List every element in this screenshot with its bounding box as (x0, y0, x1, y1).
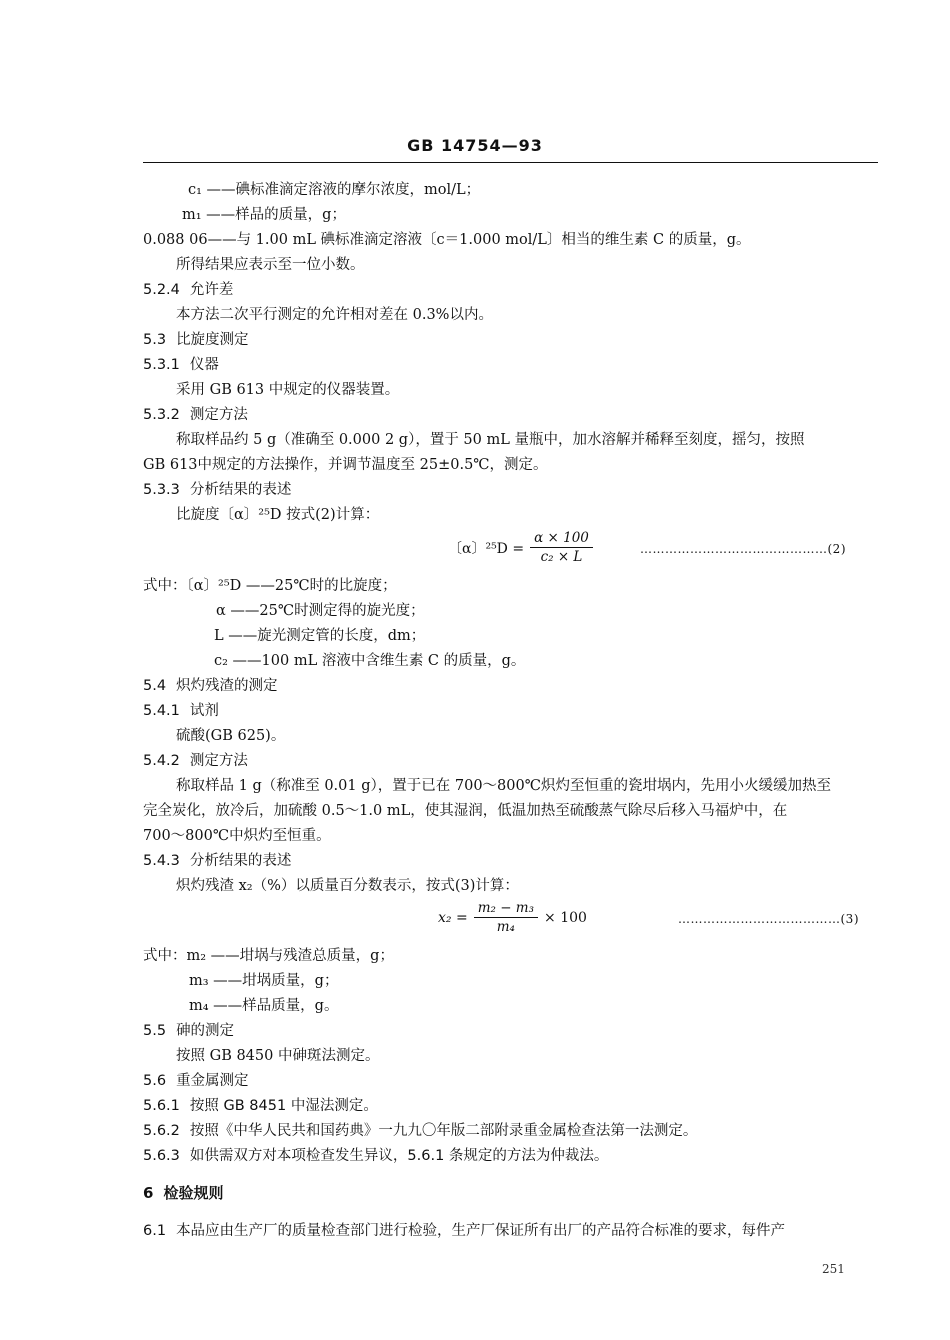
section-5-5 (143, 1021, 234, 1041)
formula-3-lhs: x₂ = (438, 909, 468, 926)
section-5-2-4 (143, 280, 233, 300)
section-5-3 (143, 330, 249, 350)
section-5-3-3 (143, 480, 291, 500)
formula-2-leader: ………………………………………(2) (640, 542, 846, 556)
formula-3-leader: …………………………………(3) (678, 912, 859, 926)
section-number: 5.4 (143, 678, 167, 694)
section-text: 本品应由生产厂的质量检查部门进行检验，生产厂保证所有出厂的产品符合标准的要求，每件产 (176, 1223, 786, 1239)
where-L: L ——旋光测定管的长度，dm； (214, 628, 426, 644)
where-c2: c₂ ——100 mL 溶液中含维生素 C 的质量，g。 (214, 653, 526, 669)
ignition-method-line-1: 称取样品 1 g（称准至 0.01 g），置于已在 700～800℃炽灼至恒重的瓷坩埚内，先用小火缓缓加热至 (176, 778, 831, 794)
section-5-6-1 (143, 1096, 378, 1116)
section-text: 如供需双方对本项检查发生异议，5.6.1 条规定的方法为仲裁法。 (189, 1148, 609, 1164)
where-m3: m₃ ——坩埚质量，g； (189, 973, 339, 989)
reagent-text: 硫酸(GB 625)。 (176, 728, 286, 744)
section-5-6-2 (143, 1121, 697, 1141)
section-5-3-2 (143, 405, 248, 425)
standard-code-header: GB 14754—93 (407, 136, 543, 155)
section-6-1 (143, 1221, 785, 1241)
section-number: 5.6.1 (143, 1098, 180, 1114)
where-m2: 式中：m₂ ——坩埚与残渣总质量，g； (143, 948, 394, 964)
section-number: 5.3.3 (143, 482, 180, 498)
ignition-method-line-2: 完全炭化，放冷后，加硫酸 0.5～1.0 mL，使其湿润，低温加热至硫酸蒸气除尽后移入马福炉中，在 (143, 803, 788, 819)
section-title: 测定方法 (189, 753, 248, 769)
formula-2-numerator: α × 100 (530, 530, 593, 548)
formula-2-lhs: 〔α〕²⁵D = (448, 540, 525, 557)
section-title: 炽灼残渣的测定 (176, 678, 278, 694)
section-title: 分析结果的表述 (189, 482, 292, 498)
formula-2-denominator: c₂ × L (540, 549, 583, 565)
section-number: 5.4.1 (143, 703, 180, 719)
section-5-4-3 (143, 851, 291, 871)
formula-3 (438, 900, 587, 935)
formula-3-fraction (474, 900, 538, 935)
section-title: 仪器 (189, 357, 219, 373)
section-number: 5.3.1 (143, 357, 180, 373)
section-title: 检验规则 (163, 1184, 224, 1202)
where-alpha-25: 式中：〔α〕²⁵D ——25℃时的比旋度； (143, 578, 397, 594)
section-5-4 (143, 676, 278, 696)
formula-3-rhs: × 100 (544, 909, 587, 926)
section-title: 允许差 (189, 282, 234, 298)
section-5-4-2 (143, 751, 248, 771)
section-number: 5.6.2 (143, 1123, 180, 1139)
section-number: 5.3 (143, 332, 167, 348)
var-m1: m₁ ——样品的质量，g； (182, 207, 346, 223)
formula-2 (448, 530, 599, 565)
method-text-line-2: GB 613中规定的方法操作，并调节温度至 25±0.5℃，测定。 (143, 457, 548, 473)
method-text-line-1: 称取样品约 5 g（准确至 0.000 2 g），置于 50 mL 量瓶中，加水溶解并稀释至刻度，摇匀，按照 (176, 432, 805, 448)
section-title: 分析结果的表述 (189, 853, 292, 869)
where-m4: m₄ ——样品质量，g。 (189, 998, 339, 1014)
section-5-6 (143, 1071, 249, 1091)
ignition-method-line-3: 700～800℃中炽灼至恒重。 (143, 828, 331, 844)
section-text: 按照《中华人民共和国药典》一九九〇年版二部附录重金属检查法第一法测定。 (189, 1123, 698, 1139)
section-number: 5.2.4 (143, 282, 180, 298)
section-title: 重金属测定 (176, 1073, 249, 1089)
section-5-6-3 (143, 1146, 608, 1166)
specific-rotation-intro: 比旋度〔α〕²⁵D 按式(2)计算： (176, 507, 380, 523)
result-precision-note: 所得结果应表示至一位小数。 (176, 257, 365, 273)
residue-formula-intro: 炽灼残渣 x₂（%）以质量百分数表示，按式(3)计算： (176, 878, 519, 894)
section-number: 5.4.2 (143, 753, 180, 769)
formula-3-numerator: m₂ − m₃ (474, 900, 538, 918)
section-5-3-1 (143, 355, 219, 375)
section-number: 5.6.3 (143, 1148, 180, 1164)
header-rule (143, 162, 878, 163)
instrument-text: 采用 GB 613 中规定的仪器装置。 (176, 382, 400, 398)
allowable-difference-text: 本方法二次平行测定的允许相对差在 0.3%以内。 (176, 307, 493, 323)
section-number: 5.4.3 (143, 853, 180, 869)
section-5-4-1 (143, 701, 219, 721)
arsenic-text: 按照 GB 8450 中砷斑法测定。 (176, 1048, 380, 1064)
var-c1: c₁ ——碘标准滴定溶液的摩尔浓度，mol/L； (188, 182, 481, 198)
section-number: 5.6 (143, 1073, 167, 1089)
section-title: 试剂 (189, 703, 219, 719)
section-number: 6 (143, 1184, 154, 1202)
section-title: 测定方法 (189, 407, 248, 423)
section-title: 砷的测定 (176, 1023, 235, 1039)
section-title: 比旋度测定 (176, 332, 249, 348)
section-number: 5.3.2 (143, 407, 180, 423)
section-text: 按照 GB 8451 中湿法测定。 (189, 1098, 378, 1114)
chapter-6-heading (143, 1183, 223, 1203)
where-alpha: α ——25℃时测定得的旋光度； (216, 603, 425, 619)
formula-2-fraction (530, 530, 593, 565)
formula-3-denominator: m₄ (496, 919, 515, 935)
var-constant: 0.088 06——与 1.00 mL 碘标准滴定溶液〔c＝1.000 mol/L〕相当的维生素 C 的质量，g。 (143, 232, 751, 248)
section-number: 5.5 (143, 1023, 167, 1039)
page-number: 251 (822, 1262, 845, 1276)
section-number: 6.1 (143, 1223, 167, 1239)
